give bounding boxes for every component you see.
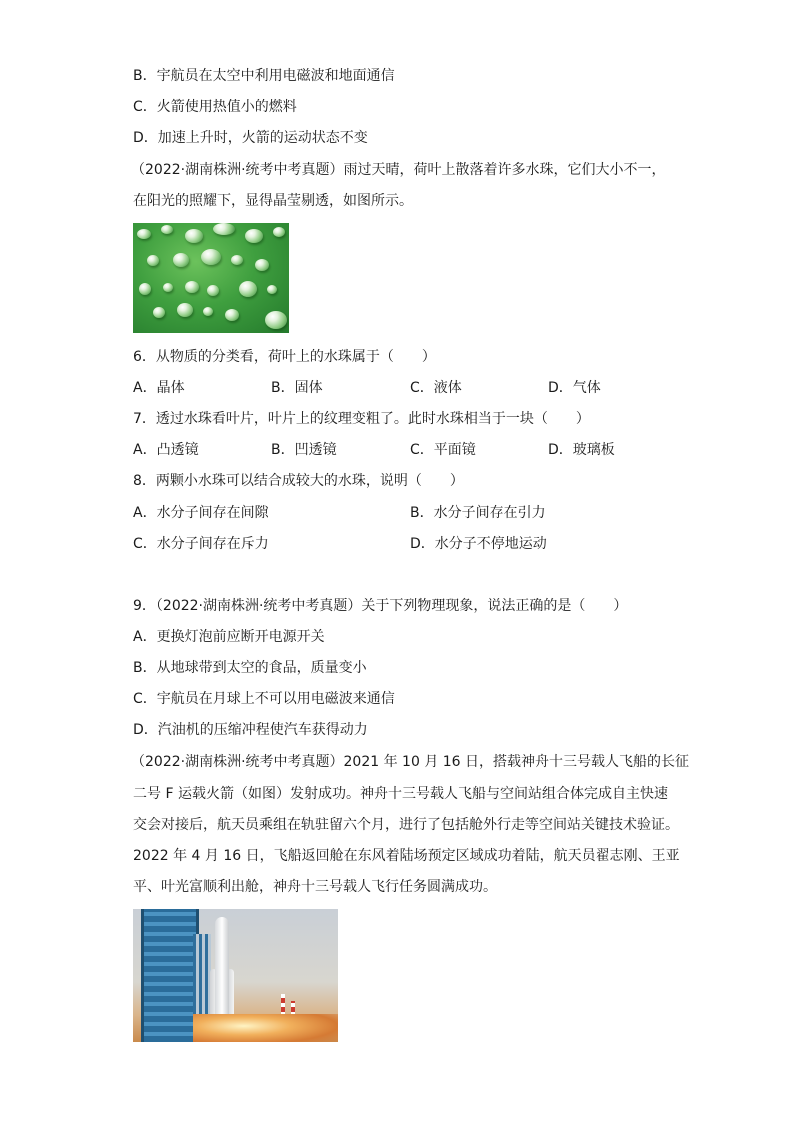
q8-option-c: C．水分子间存在斥力 (133, 536, 269, 552)
q8-option-b: B．水分子间存在引力 (410, 505, 546, 521)
launch-tower (141, 909, 199, 1042)
q9-option-c: C．宇航员在月球上不可以用电磁波来通信 (133, 691, 395, 707)
q6-option-d: D．气体 (548, 380, 601, 396)
q7-option-d: D．玻璃板 (548, 442, 615, 458)
q5-option-b: B．宇航员在太空中利用电磁波和地面通信 (133, 68, 395, 84)
q7-option-a: A．凸透镜 (133, 442, 199, 458)
passage2-line1: （2022·湖南株洲·统考中考真题）2021 年 10 月 16 日，搭载神舟十三号载人飞船的长征 (131, 754, 690, 770)
rocket-launch-image (133, 909, 338, 1042)
q9-option-d: D．汽油机的压缩冲程使汽车获得动力 (133, 722, 368, 738)
q9-option-b: B．从地球带到太空的食品，质量变小 (133, 660, 367, 676)
passage1-line2: 在阳光的照耀下，显得晶莹剔透，如图所示。 (133, 193, 413, 209)
passage1-line1: （2022·湖南株洲·统考中考真题）雨过天晴，荷叶上散落着许多水珠，它们大小不一， (131, 162, 666, 178)
q5-option-c: C．火箭使用热值小的燃料 (133, 99, 297, 115)
passage2-line4: 2022 年 4 月 16 日，飞船返回舱在东风着陆场预定区域成功着陆，航天员翟志刚、王亚 (133, 848, 680, 864)
passage2-line5: 平、叶光富顺利出舱，神舟十三号载人飞行任务圆满成功。 (133, 879, 497, 895)
q7-option-b: B．凹透镜 (271, 442, 337, 458)
q7-stem: 7．透过水珠看叶片，叶片上的纹理变粗了。此时水珠相当于一块（ ） (133, 411, 590, 427)
q7-option-c: C．平面镜 (410, 442, 476, 458)
q6-option-a: A．晶体 (133, 380, 185, 396)
q5-option-d: D．加速上升时，火箭的运动状态不变 (133, 130, 368, 146)
launch-exhaust (193, 1014, 338, 1042)
rocket (215, 917, 229, 1027)
q6-stem: 6．从物质的分类看，荷叶上的水珠属于（ ） (133, 349, 436, 365)
lotus-leaf-image (133, 223, 289, 333)
q8-stem: 8．两颗小水珠可以结合成较大的水珠，说明（ ） (133, 473, 464, 489)
q6-option-b: B．固体 (271, 380, 323, 396)
passage2-line2: 二号 F 运载火箭（如图）发射成功。神舟十三号载人飞船与空间站组合体完成自主快速 (133, 786, 668, 802)
passage2-line3: 交会对接后，航天员乘组在轨驻留六个月，进行了包括舱外行走等空间站关键技术验证。 (133, 817, 679, 833)
q8-option-d: D．水分子不停地运动 (410, 536, 547, 552)
q9-option-a: A．更换灯泡前应断开电源开关 (133, 629, 325, 645)
q6-option-c: C．液体 (410, 380, 462, 396)
q8-option-a: A．水分子间存在间隙 (133, 505, 269, 521)
q9-stem: 9．（2022·湖南株洲·统考中考真题）关于下列物理现象，说法正确的是（ ） (133, 598, 628, 614)
